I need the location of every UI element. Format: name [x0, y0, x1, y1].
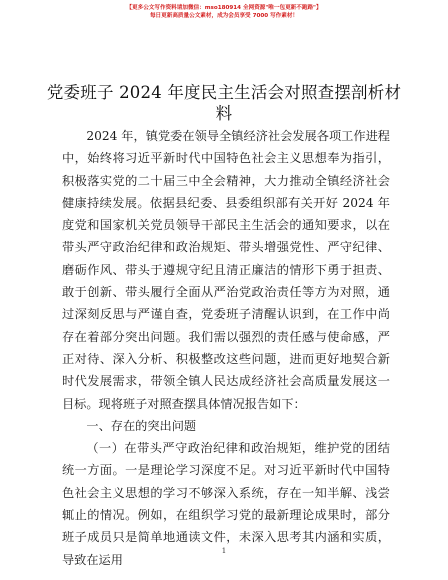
body-paragraph: （一）在带头严守政治纪律和政治规矩，维护党的团结统一方面。一是理论学习深度不足。对习近平新时代中国特色社会主义思想的学习不够深入系统，存在一知半解、浅尝辄止的情况。例如，在组织学习党的最新理论成果时，部分班子成员只是简单地通读文件，未深入思考其内涵和实质，导致在运用 [62, 441, 390, 567]
document-title: 党委班子 2024 年度民主生活会对照查摆剖析材料 [46, 83, 402, 123]
section-heading: 一、存在的突出问题 [86, 418, 197, 433]
promo-banner-line2: 每日更新高质量公文素材，成为会员享受 7000 写作素材！ [149, 13, 299, 19]
promo-banner-line1: 【更多公文写作资料请加微信：mso180914 全网资源"唯一包更新不跑路"】 [126, 5, 322, 11]
page-number: 1 [221, 547, 227, 555]
promo-banner [0, 4, 448, 20]
intro-paragraph: 2024 年，镇党委在领导全镇经济社会发展各项工作进程中，始终将习近平新时代中国特色社会主义思想奉为指引，积极落实党的二十届三中全会精神，大力推动全镇经济社会健康持续发展。依据县纪委、县委组织部有关开好 2024 年度党和国家机关党员领导干部民主生活会的通知要求，以在带头严守政治纪律和政治规矩、带头增强党性、严守纪律、磨砺作风、带头于遵规守纪且清正廉洁的情形下勇于担责、敢于创新、带头履行全面从严治党政治责任等方为对照，通过深刻反思与严谨自查，党委班子清醒认识到，在工作中尚存在着部分突出问题。我们需以强烈的责任感与使命感，严正对待、深入分析、积极整改这些问题，进而更好地契合新时代发展需求，带领全镇人民达成经济社会高质量发展这一目标。现将班子对照查摆具体情况报告如下： [62, 129, 390, 411]
document-body [62, 125, 390, 571]
